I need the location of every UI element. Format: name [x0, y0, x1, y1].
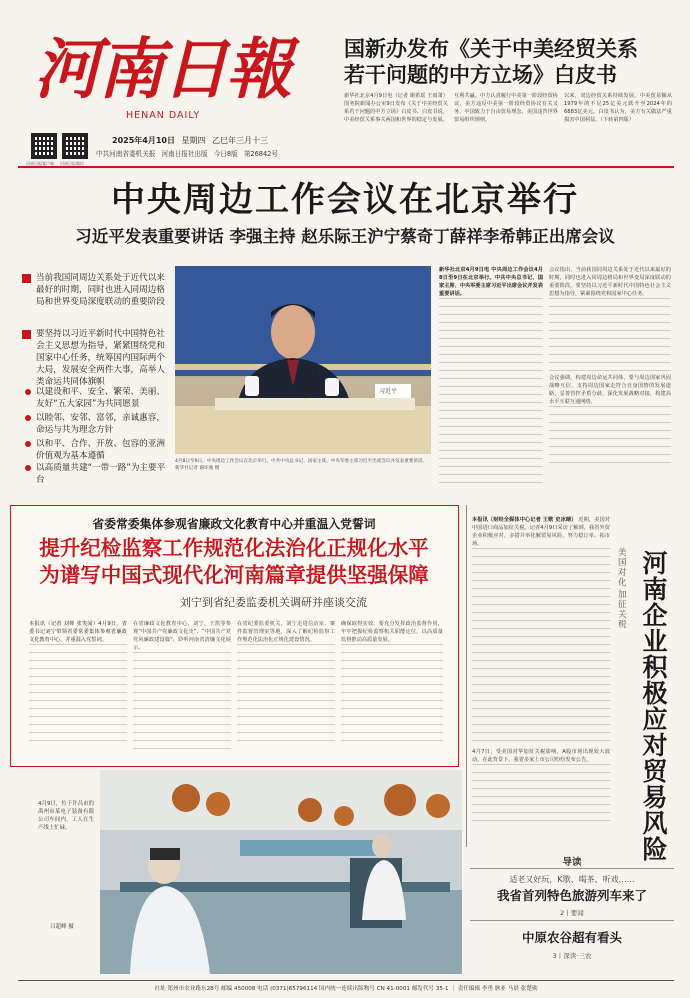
- factory-photo-illustration: [100, 770, 462, 974]
- bullet-4: 以睦邻、安邻、富邻，亲诚惠容，命运与共为理念方针: [22, 412, 170, 436]
- main-bullets: [22, 266, 172, 488]
- trade-headline[interactable]: 河南企业积极应对贸易风险: [639, 550, 668, 862]
- top-headline-line1: 国新办发布《关于中美经贸关系: [344, 36, 638, 61]
- top-story-col3: 以来，双边经贸关系持续发展。中美贸易额从1979年的不足25亿美元跃升至2024年的6883亿美元。白皮书认为，美方有关做法严重损害中国利益。（下转第四版）: [564, 93, 672, 123]
- trade-divider: [466, 505, 467, 847]
- bullet-6: 以高质量共建“一带一路”为主要平台: [22, 462, 170, 486]
- main-headline[interactable]: 中央周边工作会议在北京举行: [111, 180, 579, 220]
- feature-headline-line1: 提升纪检监察工作规范化法治化正规化水平: [39, 536, 429, 560]
- factory-photo[interactable]: [100, 770, 462, 974]
- issue-date: 2025年4月10日: [112, 136, 175, 145]
- bullet-5: 以和平、合作、开放、包容的亚洲价值观为基本遵循: [22, 438, 170, 462]
- red-square-icon: [22, 330, 31, 339]
- trade-body-text-2: 4月7日，受美国对华加征关税影响，A股市场出现较大波动。在此背景下，我省多家上市公司纷纷发布公告。: [472, 749, 610, 763]
- main-body-text: 会议指出，当前我国同周边关系处于近代以来最好的时期，同时也进入同周边格局和世界变局深度联动的重要阶段。要坚持以习近平新时代中国特色社会主义思想为指导，紧紧围绕党和国家中心任务。: [549, 267, 671, 297]
- footer-rule: [18, 980, 674, 981]
- bullet-dot-icon: [25, 415, 31, 421]
- main-subhead: 习近平发表重要讲话 李强主持 赵乐际王沪宁蔡奇丁薛祥李希韩正出席会议: [75, 227, 615, 246]
- issue-number: 第26842号: [243, 150, 278, 158]
- pages: 今日8版: [213, 150, 238, 158]
- main-dateline: [439, 266, 543, 488]
- trade-body-text: 近期，美国对中国进口商品加征关税。记者4月9日采访了解到，我省外贸企业积极应对，多措并举化解贸易风险，努力稳订单、拓市场。: [472, 517, 610, 547]
- bullet-2: 要坚持以习近平新时代中国特色社会主义思想为指导，紧紧围绕党和国家中心任务，统筹国内国际两个大局，发展安全两件大事，高举人类命运共同体旗帜: [22, 328, 170, 388]
- photo-story-caption: 4月9日，位于许昌市的禹州市某电子装备有限公司车间内，工人在生产线上忙碌。: [38, 801, 94, 831]
- qr-caption-wechat: 河南日报微信: [60, 161, 84, 166]
- dateline-text: 新华社北京4月9日电 中央周边工作会议4月8日至9日在北京举行。中共中央总书记、国家主席、中央军委主席习近平出席会议并发表重要讲话。: [439, 267, 543, 297]
- trade-label-2: 加征关税: [618, 590, 627, 630]
- bullet-dot-icon: [25, 441, 31, 447]
- guide-title-rule: [470, 868, 674, 869]
- issue-meta: [96, 148, 278, 158]
- red-square-icon: [22, 274, 31, 283]
- footer-text: 社址 郑州市农业路东28号 邮编 450008 电话 (0371)65796114 国内统一连续出版物号 CN 41-0001 邮发代号 35-1 ｜ 责任编辑 李勇 耿亚 马晨 张楚勋: [154, 986, 538, 992]
- feature-box[interactable]: [10, 505, 459, 767]
- publisher: 中共河南省委机关报: [96, 150, 156, 158]
- top-headline[interactable]: [344, 36, 674, 88]
- qr-code-app-icon[interactable]: [31, 133, 57, 159]
- feature-subhead: 刘宁到省纪委监委机关调研并座谈交流: [180, 596, 367, 609]
- guide-item2-title[interactable]: 中原农谷超有看头: [521, 930, 622, 945]
- feature-headline-line2: 为谱写中国式现代化河南篇章提供坚强保障: [39, 563, 429, 587]
- guide-title: 导读: [562, 857, 582, 868]
- main-body-col: [549, 266, 671, 488]
- photo-story-credit: 吕超峰 摄: [50, 924, 74, 930]
- feature-headline: [11, 535, 457, 589]
- guide-box: [470, 852, 674, 976]
- qr-code-wechat-icon[interactable]: [62, 133, 88, 159]
- trade-label-1: 美国对化: [618, 548, 627, 588]
- main-photo-caption: 4月8日至9日，中央周边工作会议在北京举行。中共中央总书记、国家主席、中央军委主席习近平出席会议并发表重要讲话。新华社记者 谢环驰 摄: [175, 459, 428, 471]
- trade-label: [618, 548, 632, 630]
- guide-item2-page[interactable]: 3丨深读·三农: [552, 952, 592, 960]
- bullet-dot-icon: [25, 465, 31, 471]
- issue-weekday: 星期四: [181, 136, 206, 145]
- feature-col3: 在省纪委监委机关，刘宁走进信访室、案件监督管理室等地，深入了解纪检监察工作规范化法治化正规化建设情况。: [237, 620, 335, 760]
- top-headline-line2: 若干问题的中方立场》白皮书: [344, 62, 617, 87]
- guide-item1-kicker: 适老又好玩，K歌、喝茶、听戏……: [509, 875, 635, 884]
- guide-item1-title[interactable]: 我省首列特色旅游列车来了: [496, 888, 647, 903]
- masthead-divider: [18, 166, 674, 168]
- logo: 河南日報: [34, 30, 290, 108]
- guide-item-rule: [470, 920, 674, 921]
- logo-pinyin: HENAN DAILY: [126, 110, 201, 121]
- issue-info: [112, 135, 268, 146]
- bullet-1: 当前我国同周边关系处于近代以来最好的时期，同时也进入同周边格局和世界变局深度联动的重要阶段: [22, 272, 170, 308]
- bullet-dot-icon: [25, 389, 31, 395]
- nameplate: 习近平: [379, 388, 398, 395]
- guide-item1-page[interactable]: 2丨要闻: [560, 909, 584, 917]
- top-story-col2: 互利共赢。中方认真履行中美第一阶段经贸协议，美方违反中美第一阶段经贸协议有关义务。中国致力于自由贸易理念，美国违背世界贸易组织规则。: [454, 93, 558, 123]
- bullet-3: 以建设和平、安全、繁荣、美丽、友好“五大家园”为共同愿景: [22, 386, 170, 410]
- main-body-text-2: 会议强调，构建周边命运共同体，要与周边国家巩固战略互信，支持周边国家走符合自身国情的发展道路，妥善管控矛盾分歧，深化发展战略对接，构建高水平互联互通网络。: [549, 375, 671, 405]
- masthead: [0, 0, 690, 166]
- company: 河南日报社出版: [161, 150, 208, 158]
- feature-kicker: 省委常委集体参观省廉政文化教育中心并重温入党誓词: [92, 517, 376, 531]
- trade-byline: 本报讯（财经全媒体中心记者 王歌 史冰睛）: [472, 517, 577, 523]
- feature-col4: 确保取得实效。要充分发挥政治监督作用，牢牢把握纪检监察机关职能定位，以高质量监督推动高质量发展。: [341, 620, 443, 760]
- meeting-photo-illustration: [175, 266, 431, 454]
- main-photo[interactable]: [175, 266, 431, 454]
- top-story-col1: 新华社北京4月9日电（记者 谢希瑶 王雨萧）国务院新闻办公室9日发布《关于中美经贸关系若干问题的中方立场》白皮书。白皮书说，中美经贸关系事关两国和世界的稳定与发展。: [344, 93, 448, 123]
- qr-caption-app: 河南日报客户端: [26, 161, 54, 166]
- issue-lunar: 乙巳年三月十三: [212, 136, 269, 145]
- feature-col1: 本报讯（记者 刘婵 张笑闻）4月9日，省委书记刘宁带领省委常委集体参观省廉政文化教育中心，并重温入党誓词。: [29, 620, 127, 760]
- trade-body: [472, 516, 610, 846]
- feature-col2: 在省廉政文化教育中心，刘宁、王凯等参观“中国共产党廉政文化史”、“中国共产党党风廉政建设篇”，聆听河南省清廉文化展示。: [133, 620, 231, 760]
